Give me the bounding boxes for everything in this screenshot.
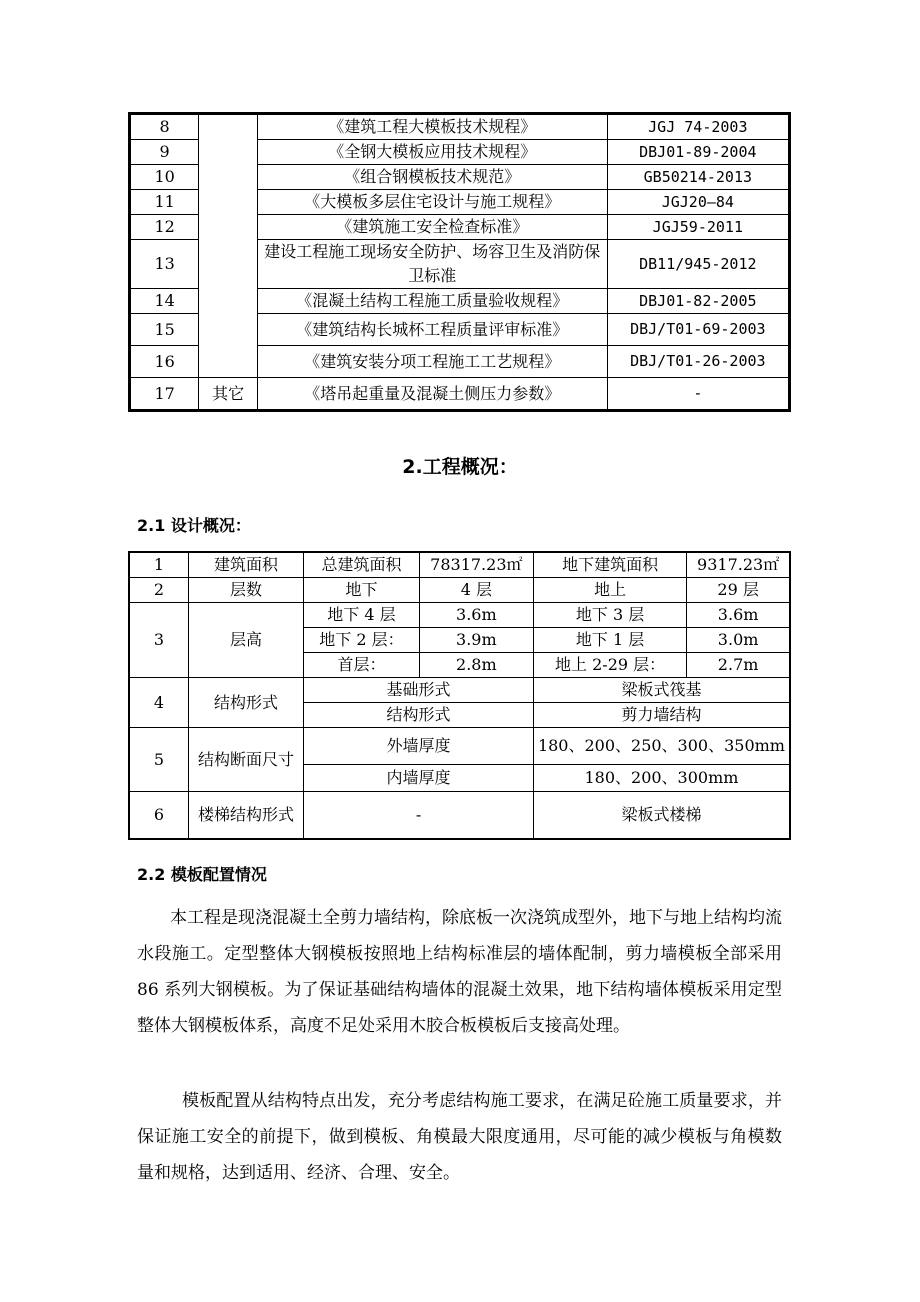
row-number: 13 xyxy=(130,240,199,289)
cell: 地下 2 层： xyxy=(304,628,420,653)
row-number: 17 xyxy=(130,378,199,411)
cell: 内墙厚度 xyxy=(304,765,534,792)
standard-title: 《建筑工程大模板技术规程》 xyxy=(257,114,607,140)
standard-title: 《混凝土结构工程施工质量验收规程》 xyxy=(257,289,607,314)
row-number: 3 xyxy=(129,603,188,678)
cell: - xyxy=(304,792,534,840)
standard-title: 《建筑结构长城杯工程质量评审标准》 xyxy=(257,314,607,346)
row-number: 9 xyxy=(130,140,199,165)
cell: 地上 2-29 层： xyxy=(533,653,686,678)
standard-code: - xyxy=(607,378,789,411)
row-label: 结构断面尺寸 xyxy=(188,728,303,792)
table-row xyxy=(129,578,790,603)
table-row xyxy=(129,728,790,765)
row-label: 建筑面积 xyxy=(188,552,303,578)
standard-code: JGJ20—84 xyxy=(607,190,789,215)
row-number: 12 xyxy=(130,215,199,240)
cell: 地下 3 层 xyxy=(533,603,686,628)
standards-table xyxy=(128,112,791,412)
row-number: 2 xyxy=(129,578,188,603)
standard-code: GB50214-2013 xyxy=(607,165,789,190)
cell: 地下 4 层 xyxy=(304,603,420,628)
cell: 地上 xyxy=(533,578,686,603)
standard-code: DBJ01-89-2004 xyxy=(607,140,789,165)
standard-title: 《建筑施工安全检查标准》 xyxy=(257,215,607,240)
row-label: 楼梯结构形式 xyxy=(188,792,303,840)
row-number: 8 xyxy=(130,114,199,140)
standard-code: DBJ/T01-26-2003 xyxy=(607,346,789,378)
row-number: 1 xyxy=(129,552,188,578)
cell: 3.6m xyxy=(419,603,533,628)
row-label: 层高 xyxy=(188,603,303,678)
standard-title: 《塔吊起重量及混凝土侧压力参数》 xyxy=(257,378,607,411)
standard-title: 《全钢大模板应用技术规程》 xyxy=(257,140,607,165)
standard-code: JGJ 74-2003 xyxy=(607,114,789,140)
standard-title: 《大模板多层住宅设计与施工规程》 xyxy=(257,190,607,215)
table-row xyxy=(129,603,790,628)
row-number: 16 xyxy=(130,346,199,378)
category-cell: 其它 xyxy=(199,378,258,411)
cell: 4 层 xyxy=(419,578,533,603)
cell: 2.8m xyxy=(419,653,533,678)
row-number: 5 xyxy=(129,728,188,792)
cell: 地下建筑面积 xyxy=(533,552,686,578)
standard-code: DBJ01-82-2005 xyxy=(607,289,789,314)
standard-code: DBJ/T01-69-2003 xyxy=(607,314,789,346)
table-row xyxy=(129,552,790,578)
cell: 结构形式 xyxy=(304,703,534,728)
row-label: 层数 xyxy=(188,578,303,603)
standard-title: 建设工程施工现场安全防护、场容卫生及消防保卫标准 xyxy=(257,240,607,289)
row-number: 10 xyxy=(130,165,199,190)
cell: 梁板式楼梯 xyxy=(533,792,790,840)
section-2-1-heading: 2.1 设计概况： xyxy=(137,516,251,535)
cell: 地下 1 层 xyxy=(533,628,686,653)
row-number: 14 xyxy=(130,289,199,314)
category-cell xyxy=(199,114,258,378)
section-2-heading: 2.工程概况： xyxy=(402,456,518,478)
section-2-2-heading: 2.2 模板配置情况 xyxy=(137,865,267,884)
row-label: 结构形式 xyxy=(188,678,303,728)
cell: 180、200、250、300、350mm xyxy=(533,728,790,765)
cell: 基础形式 xyxy=(304,678,534,703)
design-overview-table xyxy=(128,551,791,840)
cell: 梁板式筏基 xyxy=(533,678,790,703)
table-row xyxy=(130,378,790,411)
table-row xyxy=(129,792,790,840)
row-number: 15 xyxy=(130,314,199,346)
cell: 3.0m xyxy=(687,628,790,653)
cell: 29 层 xyxy=(687,578,790,603)
table-row xyxy=(130,114,790,140)
row-number: 4 xyxy=(129,678,188,728)
cell: 首层： xyxy=(304,653,420,678)
cell: 180、200、300mm xyxy=(533,765,790,792)
cell: 3.9m xyxy=(419,628,533,653)
cell: 外墙厚度 xyxy=(304,728,534,765)
cell: 9317.23㎡ xyxy=(687,552,790,578)
table-row xyxy=(129,678,790,703)
row-number: 6 xyxy=(129,792,188,840)
standard-title: 《建筑安装分项工程施工工艺规程》 xyxy=(257,346,607,378)
cell: 2.7m xyxy=(687,653,790,678)
standard-title: 《组合钢模板技术规范》 xyxy=(257,165,607,190)
cell: 剪力墙结构 xyxy=(533,703,790,728)
standard-code: DB11/945-2012 xyxy=(607,240,789,289)
body-paragraph: 本工程是现浇混凝土全剪力墙结构，除底板一次浇筑成型外，地下与地上结构均流水段施工。定型整体大钢模板按照地上结构标准层的墙体配制，剪力墙模板全部采用 86 系列大钢模板。为了保证基础结构墙体的混凝土效果，地下结构墙体模板采用定型整体大钢模板体系，高度不足处采用木胶合板模板后支接高处理。 xyxy=(137,908,782,1036)
cell: 78317.23㎡ xyxy=(419,552,533,578)
cell: 地下 xyxy=(304,578,420,603)
body-paragraph: 模板配置从结构特点出发，充分考虑结构施工要求，在满足砼施工质量要求，并保证施工安全的前提下，做到模板、角模最大限度通用，尽可能的减少模板与角模数量和规格，达到适用、经济、合理、安全。 xyxy=(137,1091,782,1183)
row-number: 11 xyxy=(130,190,199,215)
cell: 总建筑面积 xyxy=(304,552,420,578)
cell: 3.6m xyxy=(687,603,790,628)
standard-code: JGJ59-2011 xyxy=(607,215,789,240)
